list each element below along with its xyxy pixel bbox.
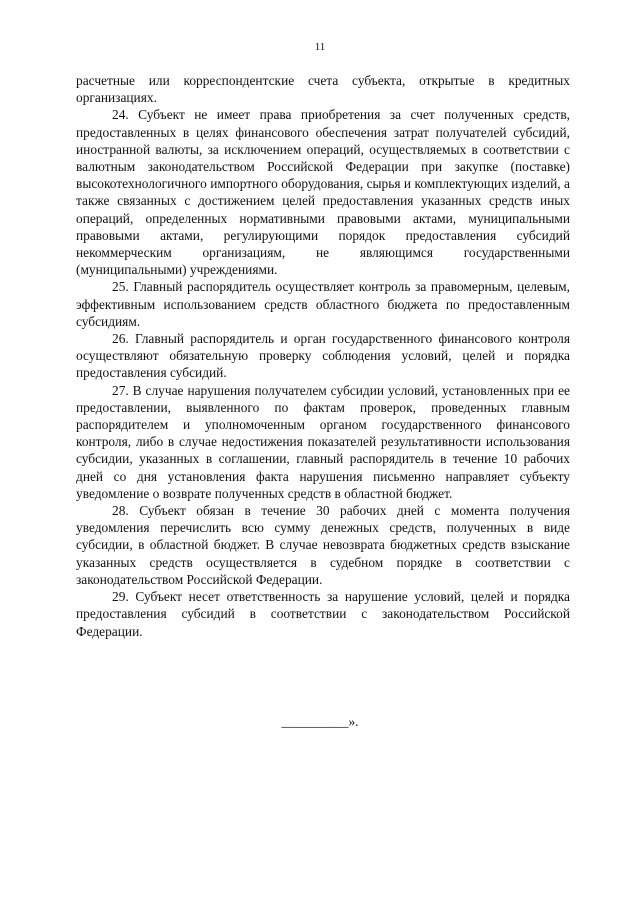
paragraph-29: 29. Субъект несет ответственность за нарушение условий, целей и порядка предоставления субсидий в соответствии с законодательством Российской Федерации. — [76, 589, 570, 639]
paragraph-26: 26. Главный распорядитель и орган государственного финансового контроля осуществляют обязательную проверку соблюдения условий, целей и порядка предоставления субсидий. — [76, 331, 570, 381]
paragraph-25: 25. Главный распорядитель осуществляет контроль за правомерным, целевым, эффективным использованием средств областного бюджета по предоставленным субсидиям. — [76, 279, 570, 329]
paragraph-24: 24. Субъект не имеет права приобретения за счет полученных средств, предоставленных в целях финансового обеспечения затрат получателей субсидий, иностранной валюты, за исключением операций, осуществляемых в соответствии с валютным законодательством Российской Федерации при закупке (поставке) высокотехнологичного импортного оборудования, сырья и комплектующих изделий, а также связанных с достижением целей предоставления указанных средств иных операций, определенных нормативными правовыми актами, муниципальными правовыми актами, регулирующими порядок предоставления субсидий некоммерческим организациям, не являющимся государственными (муниципальными) учреждениями. — [76, 107, 570, 278]
paragraph-28: 28. Субъект обязан в течение 30 рабочих дней с момента получения уведомления перечислить всю сумму денежных средств, полученных в виде субсидии, в областной бюджет. В случае невозврата бюджетных средств взыскание указанных средств осуществляется в судебном порядке в соответствии с законодательством Российской Федерации. — [76, 503, 570, 587]
closing-mark: __________». — [281, 714, 359, 729]
paragraph-continuation: расчетные или корреспондентские счета субъекта, открытые в кредитных организациях. — [76, 73, 570, 106]
document-body — [76, 72, 570, 640]
paragraph-27: 27. В случае нарушения получателем субсидии условий, установленных при ее предоставлении, выявленного по фактам проверок, проведенных главным распорядителем и уполномоченным органом государственного финансового контроля, либо в случае недостижения показателей результативности использования субсидии, указанных в соглашении, главный распорядитель в течение 10 рабочих дней со дня установления факта нарушения письменно направляет субъекту уведомление о возврате полученных средств в областной бюджет. — [76, 382, 570, 501]
page-number: 11 — [314, 41, 326, 53]
